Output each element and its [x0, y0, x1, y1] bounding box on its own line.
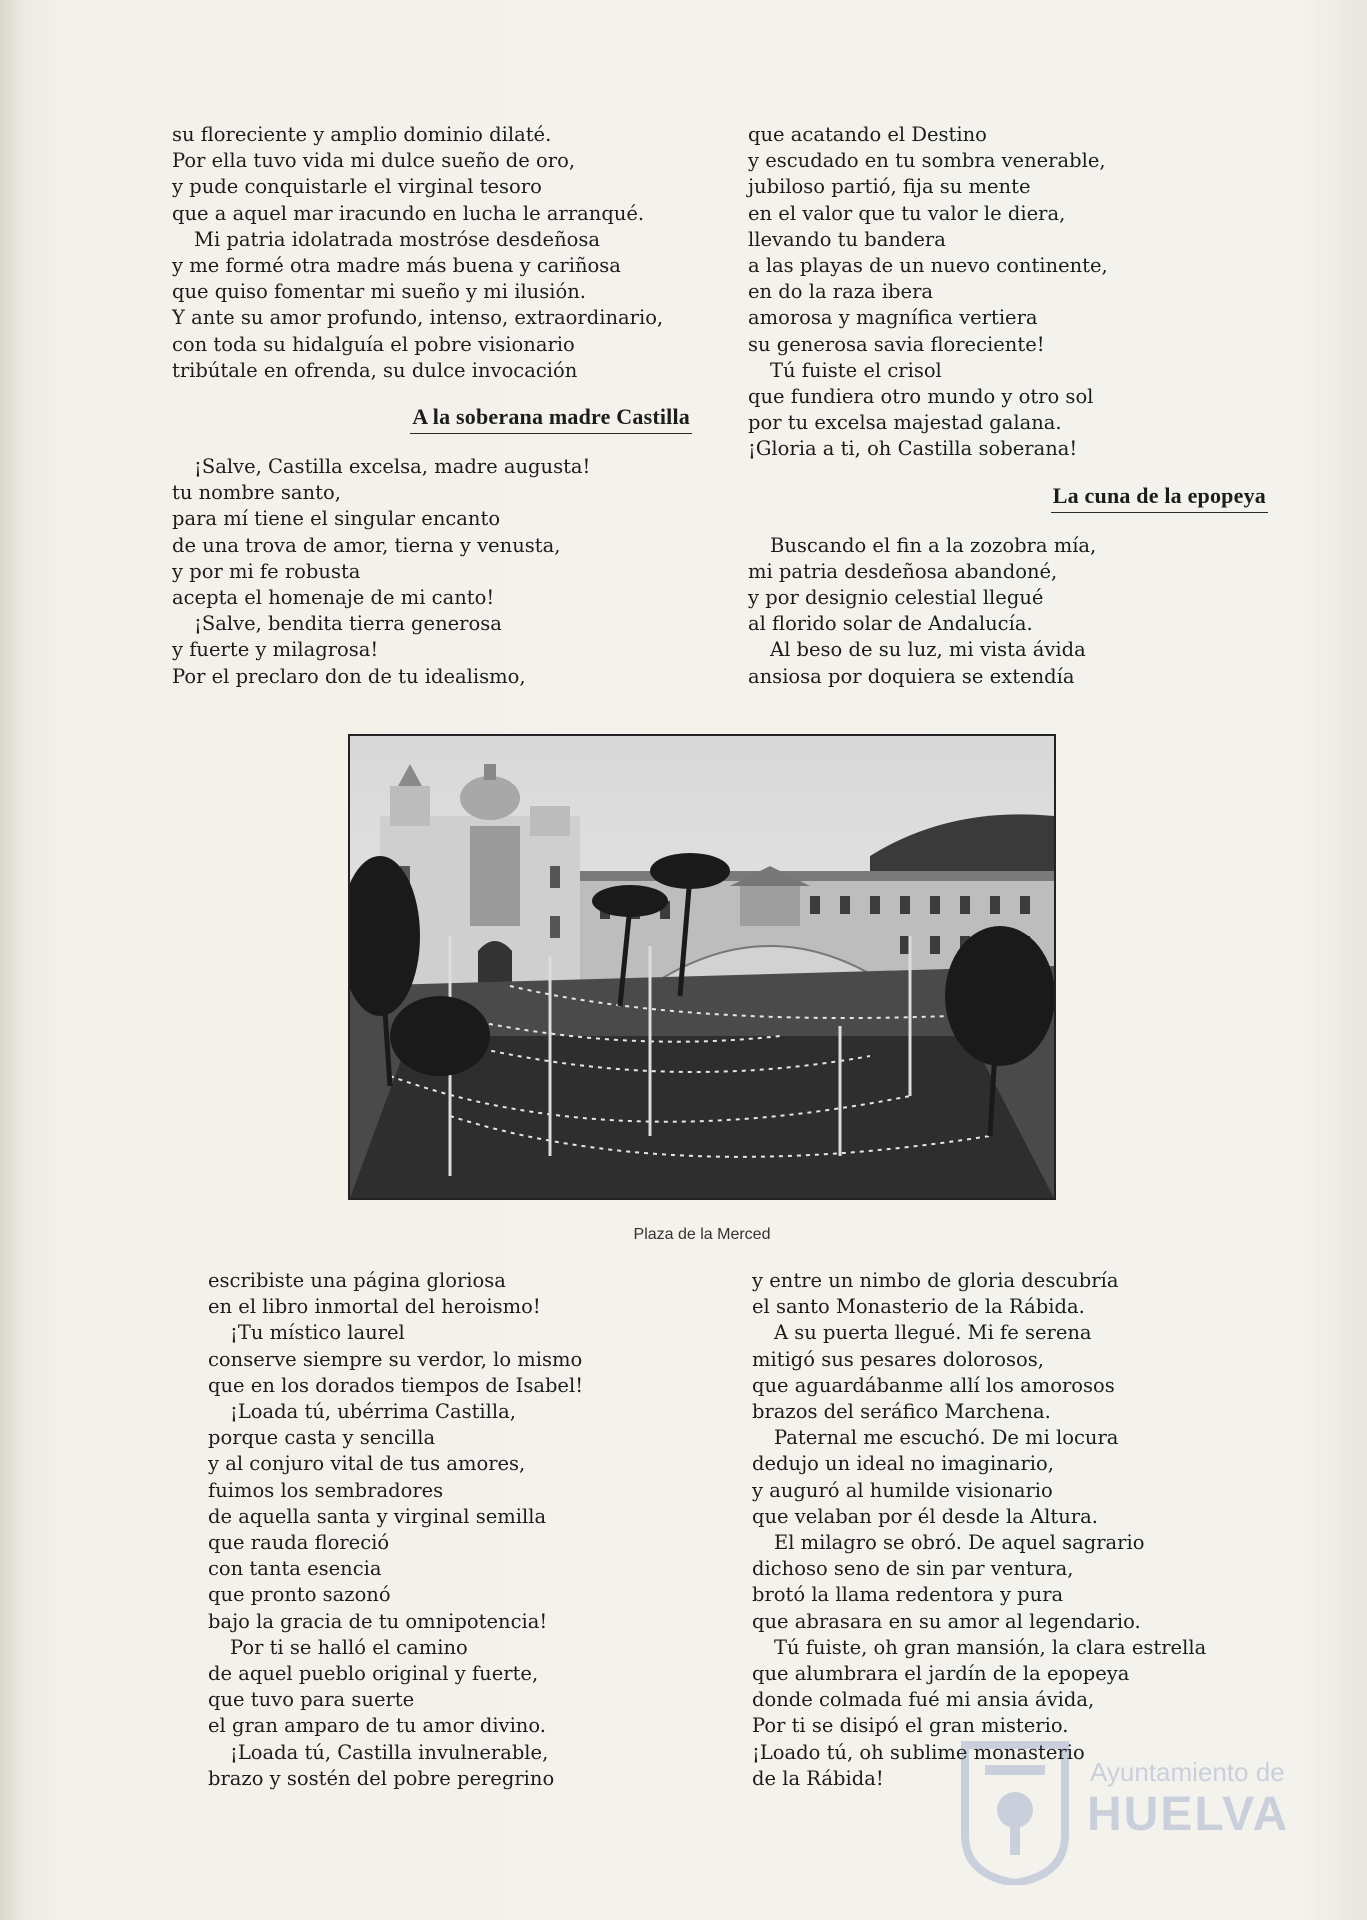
verse-line: El milagro se obró. De aquel sagrario: [774, 1531, 1145, 1555]
verse-line: para mí tiene el singular encanto: [172, 507, 501, 531]
verse-line: de una trova de amor, tierna y venusta,: [172, 533, 561, 557]
verse-line: y por designio celestial llegué: [748, 586, 1044, 610]
verse-line: brazos del seráfico Marchena.: [752, 1400, 1051, 1424]
verse-line: Por ti se halló el camino: [230, 1635, 468, 1659]
verse-line: que en los dorados tiempos de Isabel!: [208, 1373, 584, 1397]
section-heading-castilla: [172, 402, 692, 434]
verse-line: dichoso seno de sin par ventura,: [752, 1557, 1074, 1581]
watermark-line1: Ayuntamiento de: [1090, 1757, 1285, 1787]
verse-line: amorosa y magnífica vertiera: [748, 306, 1038, 330]
verse-line: que tuvo para suerte: [208, 1688, 415, 1712]
verse-line: en el valor que tu valor le diera,: [748, 201, 1066, 225]
verse-line: que rauda floreció: [208, 1531, 390, 1555]
verse-block: [208, 1268, 708, 1792]
column-top-right: [748, 122, 1268, 690]
verse-line: con tanta esencia: [208, 1557, 382, 1581]
verse-line: a las playas de un nuevo continente,: [748, 254, 1108, 278]
verse-line: ¡Loada tú, ubérrima Castilla,: [230, 1400, 516, 1424]
verse-line: dedujo un ideal no imaginario,: [752, 1452, 1054, 1476]
column-bottom-right: [752, 1268, 1252, 1792]
verse-line: fuimos los sembradores: [208, 1478, 444, 1502]
verse-line: porque casta y sencilla: [208, 1426, 436, 1450]
verse-line: y pude conquistarle el virginal tesoro: [172, 175, 542, 199]
verse-line: llevando tu bandera: [748, 227, 946, 251]
verse-line: y por mi fe robusta: [172, 559, 361, 583]
watermark-line2: HUELVA: [1087, 1788, 1290, 1841]
verse-line: de aquel pueblo original y fuerte,: [208, 1662, 539, 1686]
verse-line: que a aquel mar iracundo en lucha le arranqué.: [172, 201, 645, 225]
verse-line: Tú fuiste el crisol: [770, 358, 942, 382]
verse-line: mi patria desdeñosa abandoné,: [748, 559, 1058, 583]
photo-caption: Plaza de la Merced: [633, 1226, 771, 1243]
verse-line: Y ante su amor profundo, intenso, extraordinario,: [172, 306, 664, 330]
verse-line: ¡Salve, Castilla excelsa, madre augusta!: [194, 455, 591, 479]
verse-line: Por ella tuvo vida mi dulce sueño de oro,: [172, 149, 576, 173]
verse-line: escribiste una página gloriosa: [208, 1269, 506, 1292]
verse-block: [752, 1268, 1252, 1792]
verse-line: Por el preclaro don de tu idealismo,: [172, 664, 526, 688]
verse-line: Paternal me escuchó. De mi locura: [774, 1426, 1119, 1450]
verse-line: ¡Salve, bendita tierra generosa: [194, 612, 502, 636]
verse-line: ¡Loada tú, Castilla invulnerable,: [230, 1740, 549, 1764]
verse-line: su floreciente y amplio dominio dilaté.: [172, 123, 552, 146]
verse-line: de aquella santa y virginal semilla: [208, 1504, 547, 1528]
verse-line: que quiso fomentar mi sueño y mi ilusión.: [172, 280, 586, 304]
verse-line: con toda su hidalguía el pobre visionario: [172, 332, 575, 356]
verse-line: ansiosa por doquiera se extendía: [748, 664, 1075, 688]
verse-line: que alumbrara el jardín de la epopeya: [752, 1662, 1130, 1686]
verse-line: tribútale en ofrenda, su dulce invocación: [172, 358, 578, 382]
verse-line: que fundiera otro mundo y otro sol: [748, 385, 1094, 409]
verse-line: al florido solar de Andalucía.: [748, 612, 1033, 636]
verse-line: el santo Monasterio de la Rábida.: [752, 1295, 1085, 1319]
verse-line: que acatando el Destino: [748, 123, 987, 146]
verse-line: brazo y sostén del pobre peregrino: [208, 1766, 555, 1790]
column-top-left: [172, 122, 692, 690]
verse-line: Mi patria idolatrada mostróse desdeñosa: [194, 227, 601, 251]
verse-block: [172, 454, 692, 690]
verse-line: Por ti se disipó el gran misterio.: [752, 1714, 1069, 1738]
verse-block: [172, 122, 692, 384]
verse-line: que pronto sazonó: [208, 1583, 391, 1607]
verse-line: Al beso de su luz, mi vista ávida: [770, 638, 1086, 662]
verse-line: y al conjuro vital de tus amores,: [208, 1452, 526, 1476]
verse-line: acepta el homenaje de mi canto!: [172, 586, 495, 610]
column-bottom-left: [208, 1268, 708, 1792]
verse-line: brotó la llama redentora y pura: [752, 1583, 1064, 1607]
coat-of-arms-icon: [955, 1735, 1075, 1885]
verse-line: en el libro inmortal del heroismo!: [208, 1295, 541, 1319]
verse-line: y fuerte y milagrosa!: [172, 638, 379, 662]
verse-line: ¡Gloria a ti, oh Castilla soberana!: [748, 437, 1078, 461]
verse-line: su generosa savia floreciente!: [748, 332, 1045, 356]
photo-plaza-merced: [348, 734, 1056, 1200]
verse-line: donde colmada fué mi ansia ávida,: [752, 1688, 1095, 1712]
verse-line: ¡Loado tú, oh sublime monasterio: [752, 1740, 1085, 1764]
verse-line: que aguardábanme allí los amorosos: [752, 1373, 1115, 1397]
verse-line: bajo la gracia de tu omnipotencia!: [208, 1609, 548, 1633]
verse-line: y auguró al humilde visionario: [752, 1478, 1053, 1502]
verse-line: Tú fuiste, oh gran mansión, la clara estrella: [774, 1635, 1207, 1659]
verse-line: el gran amparo de tu amor divino.: [208, 1714, 546, 1738]
photo-illustration: [350, 736, 1054, 1198]
verse-line: y escudado en tu sombra venerable,: [748, 149, 1106, 173]
verse-block: [748, 122, 1268, 463]
verse-line: Buscando el fin a la zozobra mía,: [770, 533, 1097, 557]
verse-block: [748, 533, 1268, 690]
verse-line: en do la raza ibera: [748, 280, 934, 304]
verse-line: ¡Tu místico laurel: [230, 1321, 405, 1345]
verse-line: mitigó sus pesares dolorosos,: [752, 1347, 1044, 1371]
heading-text: La cuna de la epopeya: [1051, 481, 1268, 513]
verse-line: A su puerta llegué. Mi fe serena: [774, 1321, 1092, 1345]
verse-line: por tu excelsa majestad galana.: [748, 411, 1062, 435]
verse-line: que abrasara en su amor al legendario.: [752, 1609, 1141, 1633]
verse-line: tu nombre santo,: [172, 481, 341, 505]
verse-line: jubiloso partió, fija su mente: [748, 175, 1031, 199]
verse-line: y entre un nimbo de gloria descubría: [752, 1269, 1119, 1292]
heading-text: A la soberana madre Castilla: [410, 402, 692, 434]
verse-line: y me formé otra madre más buena y cariñosa: [172, 254, 621, 278]
section-heading-epopeya: [748, 481, 1268, 513]
verse-line: conserve siempre su verdor, lo mismo: [208, 1347, 583, 1371]
verse-line: de la Rábida!: [752, 1766, 884, 1790]
verse-line: que velaban por él desde la Altura.: [752, 1504, 1098, 1528]
watermark-huelva: [955, 1735, 1290, 1885]
